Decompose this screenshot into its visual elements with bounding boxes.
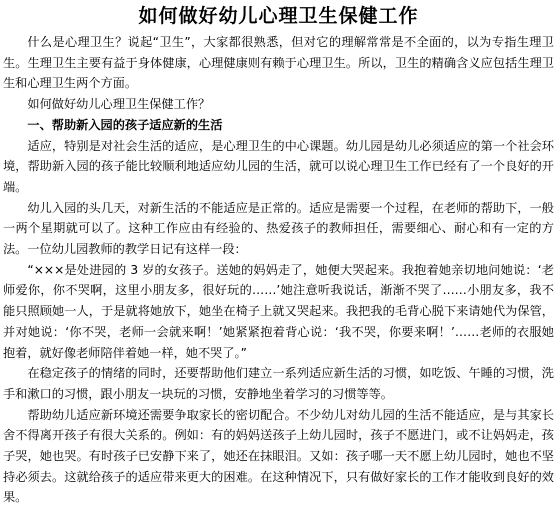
paragraph-adaptation: 适应，特别是对社会生活的适应，是心理卫生的中心课题。幼儿园是幼儿必须适应的第一个社会环境，帮助新入园的孩子能比较顺利地适应幼儿园的生活，就可以说心理卫生工作已经有了一个良好的开端。 [3,138,554,194]
paragraph-parents: 帮助幼儿适应新环境还需要争取家长的密切配合。不少幼儿对幼儿园的生活不能适应，是与其家长舍不得离开孩子有很大关系的。例如：有的妈妈送孩子上幼儿园时，孩子不愿进门，或不让妈妈走，孩子哭，她也哭。有时孩子已安静下来了，她还在抹眼泪。又如：孩子哪一天不愿上幼儿园时，她也不坚持必须去。这就给孩子的适应带来更大的困难。在这种情况下，只有做好家长的工作才能收到良好的效果。 [3,407,554,505]
paragraph-question: 如何做好幼儿心理卫生保健工作？ [27,97,211,112]
document-title: 如何做好幼儿心理卫生保健工作 [138,5,419,27]
paragraph-first-days: 幼儿入园的头几天，对新生活的不能适应是正常的。适应是需要一个过程，在老师的帮助下，一般一两个星期就可以了。这种工作应由有经验的、热爱孩子的教师担任，需要细心、耐心和有一定的方法。一位幼儿园教师的教学日记有这样一段： [3,200,554,257]
section-heading: 一、帮助新入园的孩子适应新的生活 [27,117,223,132]
paragraph-intro: 什么是心理卫生？说起“卫生”，大家都很熟悉，但对它的理解常常是不全面的，以为专指生理卫生。生理卫生主要有益于身体健康，心理健康则有赖于心理卫生。所以，卫生的精确含义应包括生理卫生和心理卫生两个方面。 [3,35,554,91]
paragraph-habits: 在稳定孩子的情绪的同时，还要帮助他们建立一系列适应新生活的习惯，如吃饭、午睡的习惯，洗手和漱口的习惯，跟小朋友一块玩的习惯，安静地坐着学习的习惯等等。 [3,366,554,401]
paragraph-teacher-diary: “×××是处进园的 3 岁的女孩子。送她的妈妈走了，她便大哭起来。我抱着她亲切地问她说：‘老师爱你，你不哭啊，这里小朋友多，很好玩的……’她注意听我说话，渐渐不哭了……小朋友多，我不能只照顾她一人，于是就将她放下，她坐在椅子上就又哭起来。我把我的毛背心脱下来请她代为保管，并对她说：‘你不哭，老师一会就来啊！’她紧紧抱着背心说：‘我不哭，你要来啊！’……老师的衣服她抱着，就好像老师陪伴着她一样，她不哭了。” [3,262,554,360]
